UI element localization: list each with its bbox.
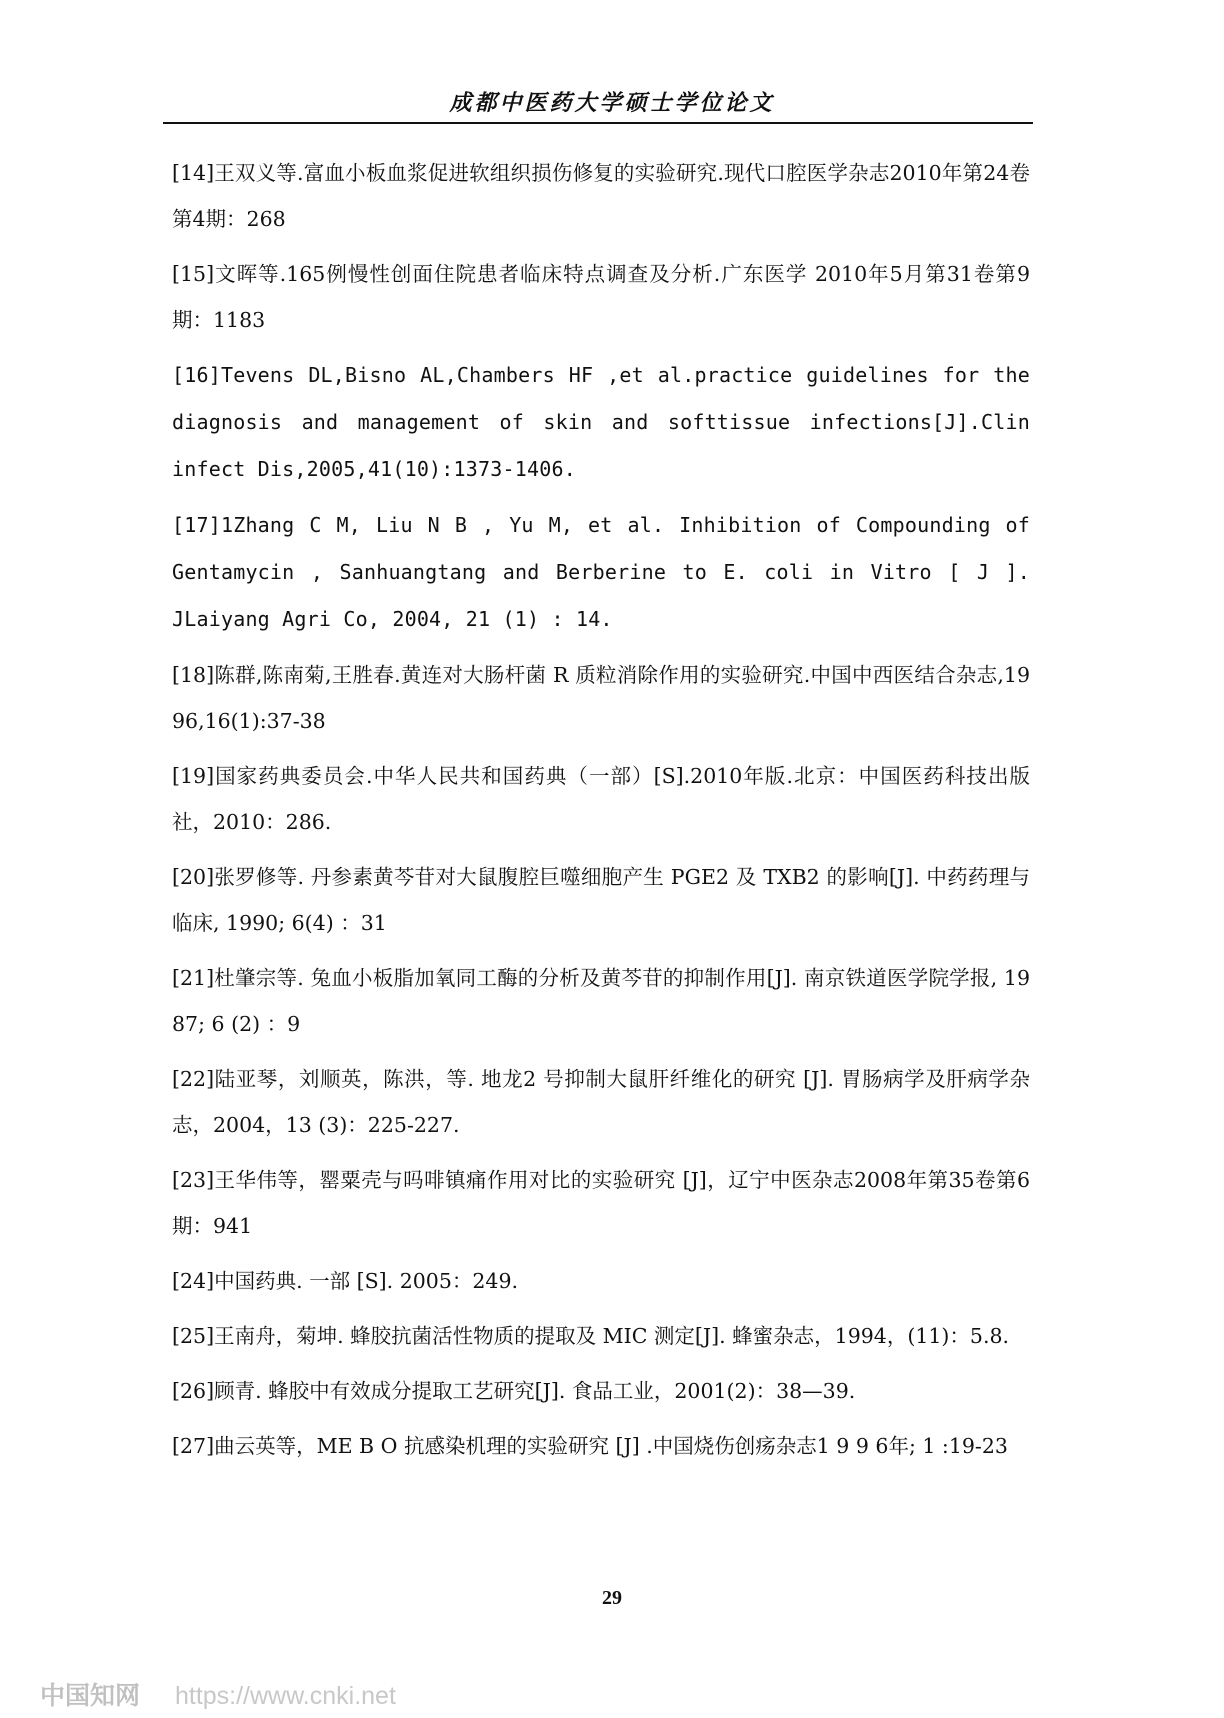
reference-item-27: [27]曲云英等，ME B O 抗感染机理的实验研究 [J] .中国烧伤创疡杂志1 9 9 6年; 1 :19-23 [172, 1434, 1008, 1458]
page-number: 29 [602, 1587, 622, 1609]
reference-item-21: [21]杜肇宗等. 兔血小板脂加氧同工酶的分析及黄芩苷的抑制作用[J]. 南京铁道医学院学报, 1987; 6 (2) ：9 [172, 966, 1030, 1036]
reference-item-18: [18]陈群,陈南菊,王胜春.黄连对大肠杆菌 R 质粒消除作用的实验研究.中国中西医结合杂志,1996,16(1):37-38 [172, 663, 1030, 733]
page-header-title: 成都中医药大学硕士学位论文 [449, 90, 775, 116]
reference-item-20: [20]张罗修等. 丹参素黄芩苷对大鼠腹腔巨噬细胞产生 PGE2 及 TXB2 的影响[J]. 中药药理与临床, 1990; 6(4) ：31 [172, 865, 1030, 935]
reference-item-22: [22]陆亚琴，刘顺英，陈洪，等. 地龙2 号抑制大鼠肝纤维化的研究 [J]. 胃肠病学及肝病学杂志，2004，13 (3)：225-227. [172, 1067, 1030, 1137]
reference-item-24: [24]中国药典. 一部 [S]. 2005：249. [172, 1269, 519, 1293]
reference-item-16: [16]Tevens DL,Bisno AL,Chambers HF ,et al.practice guidelines for the diagnosis and management of skin and softtissue infections[J].Clin infect Dis,2005,41(10):1373-1406. [172, 363, 1030, 481]
watermark-logo-text: 中国知网 [40, 1682, 141, 1710]
reference-item-25: [25]王南舟，菊坤. 蜂胶抗菌活性物质的提取及 MIC 测定[J]. 蜂蜜杂志，1994，(11)：5.8. [172, 1324, 1010, 1348]
header-divider [163, 122, 1033, 124]
reference-item-14: [14]王双义等.富血小板血浆促进软组织损伤修复的实验研究.现代口腔医学杂志2010年第24卷第4期：268 [172, 161, 1030, 231]
reference-item-23: [23]王华伟等，罂粟壳与吗啡镇痛作用对比的实验研究 [J]，辽宁中医杂志2008年第35卷第6期：941 [172, 1168, 1030, 1238]
reference-item-19: [19]国家药典委员会.中华人民共和国药典（一部）[S].2010年版.北京：中国医药科技出版社，2010：286. [172, 764, 1030, 834]
reference-item-26: [26]顾青. 蜂胶中有效成分提取工艺研究[J]. 食品工业，2001(2)：38—39. [172, 1379, 856, 1403]
reference-item-15: [15]文晖等.165例慢性创面住院患者临床特点调查及分析.广东医学 2010年5月第31卷第9期：1183 [172, 262, 1030, 332]
cnki-watermark [40, 1676, 396, 1712]
watermark-url: https://www.cnki.net [174, 1682, 396, 1710]
reference-item-17: [17]1Zhang C M, Liu N B , Yu M, et al. Inhibition of Compounding of Gentamycin , Sanhuangtang and Berberine to E. coli in Vitro [ J ]. JLaiyang Agri Co, 2004, 21 (1) : 14. [172, 513, 1030, 631]
reference-list [172, 150, 1030, 1478]
